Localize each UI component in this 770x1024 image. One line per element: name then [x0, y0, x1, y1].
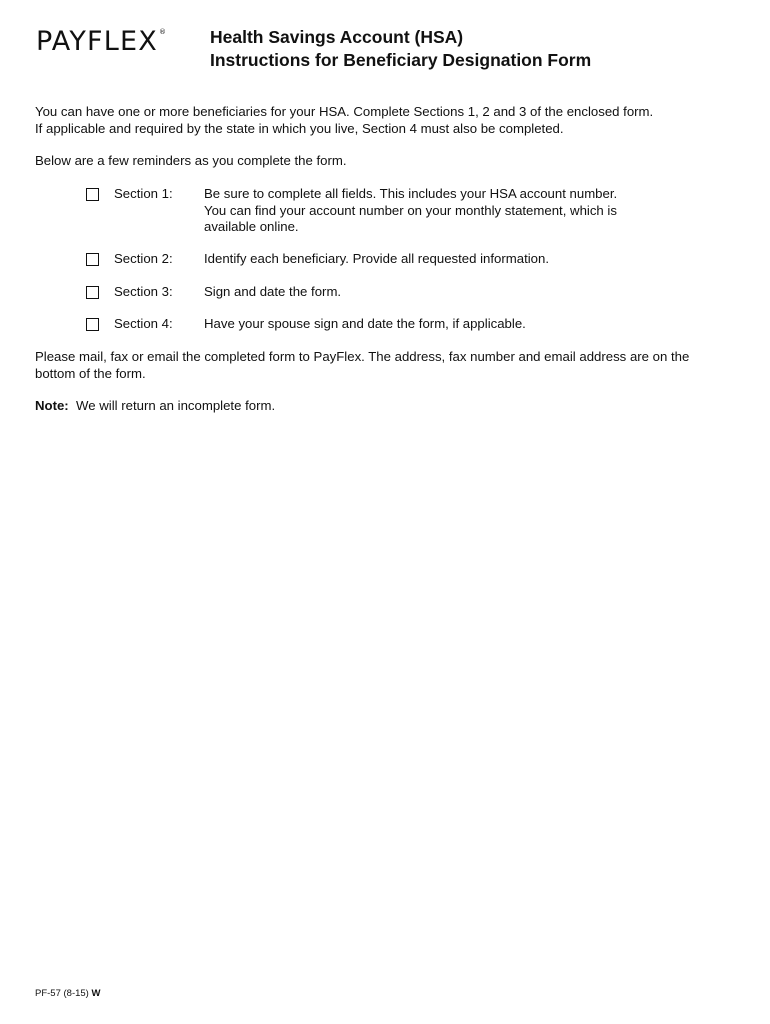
section-1-label: Section 1: [114, 186, 173, 201]
intro-paragraph [35, 104, 653, 137]
section-2-text [204, 251, 674, 268]
form-code: PF-57 (8-15) [35, 988, 92, 999]
page-title [210, 26, 591, 72]
section-3-label: Section 3: [114, 284, 173, 299]
section-4-checkbox[interactable] [86, 318, 99, 331]
note-paragraph [35, 398, 275, 415]
title-line-2: Instructions for Beneficiary Designation Form [210, 50, 592, 70]
reminders-intro: Below are a few reminders as you complete the form. [35, 153, 347, 168]
section-2-line-1: Identify each beneficiary. Provide all requested information. [204, 251, 550, 266]
title-line-1: Health Savings Account (HSA) [210, 27, 464, 47]
section-1-line-1: Be sure to complete all fields. This includes your HSA account number. [204, 186, 618, 201]
section-4-text [204, 316, 674, 333]
logo-text: PAYFLEX [36, 26, 158, 57]
intro-line-2: If applicable and required by the state in which you live, Section 4 must also be completed. [35, 120, 564, 136]
section-3-text [204, 284, 674, 301]
section-4-label: Section 4: [114, 316, 173, 331]
section-4-line-1: Have your spouse sign and date the form, if applicable. [204, 316, 526, 331]
section-2-checkbox[interactable] [86, 253, 99, 266]
note-label: Note: [35, 398, 69, 413]
section-3-line-1: Sign and date the form. [204, 284, 342, 299]
mail-instructions [35, 349, 689, 382]
registered-mark: ® [158, 28, 168, 36]
section-1-text [204, 186, 674, 236]
section-1-checkbox[interactable] [86, 188, 99, 201]
form-code-footer [35, 988, 100, 999]
mail-line-2: bottom of the form. [35, 365, 146, 381]
section-3-checkbox[interactable] [86, 286, 99, 299]
section-1-line-3: available online. [204, 219, 299, 234]
note-text: We will return an incomplete form. [68, 398, 276, 413]
intro-line-1: You can have one or more beneficiaries for your HSA. Complete Sections 1, 2 and 3 of the enclosed form. [35, 104, 654, 119]
section-1-line-2: You can find your account number on your monthly statement, which is [204, 202, 617, 218]
section-2-label: Section 2: [114, 251, 173, 266]
form-code-suffix: W [91, 988, 101, 999]
mail-line-1: Please mail, fax or email the completed form to PayFlex. The address, fax number and email address are on the [35, 349, 690, 364]
payflex-logo [36, 26, 167, 57]
